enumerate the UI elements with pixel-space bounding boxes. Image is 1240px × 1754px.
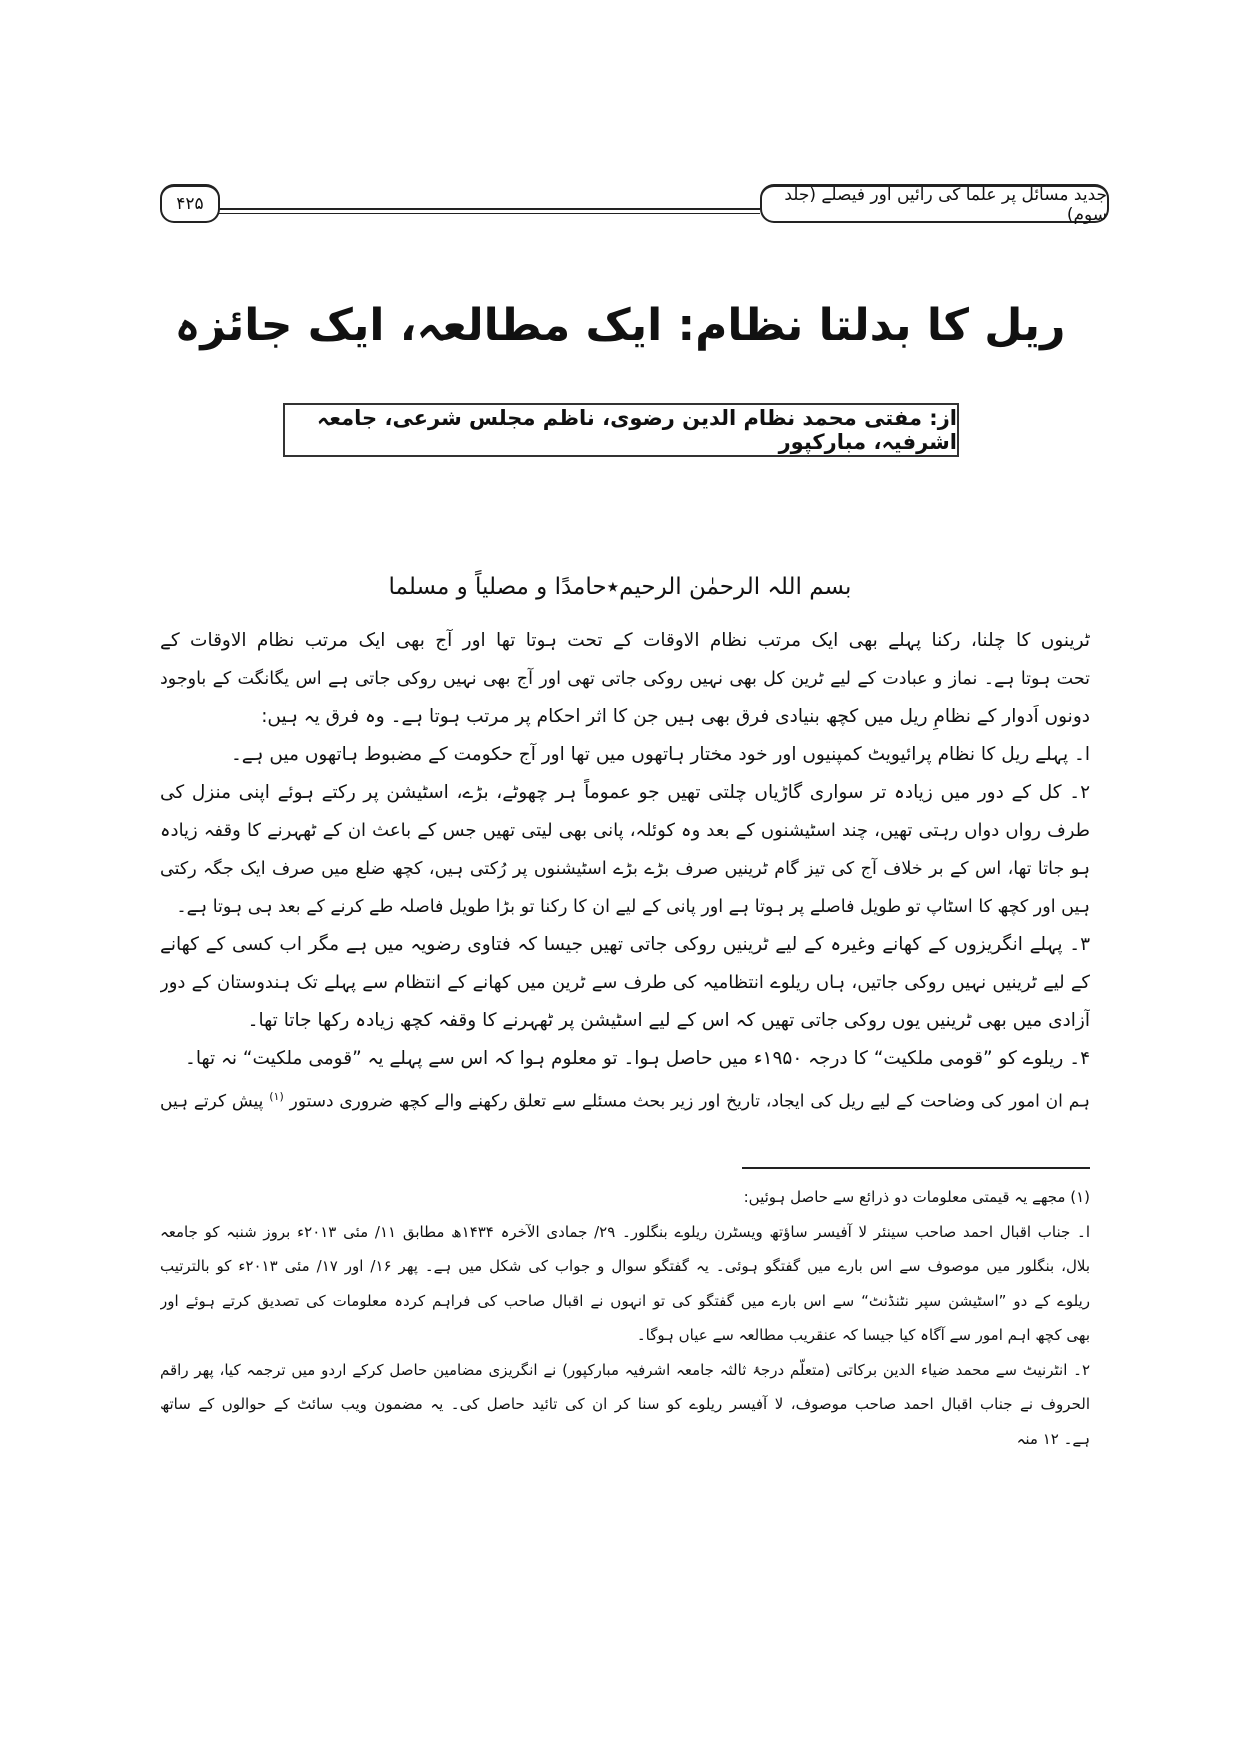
body-line: طرف رواں دواں رہتی تھیں، چند اسٹیشنوں کے بعد وہ کوئلہ، پانی بھی لیتی تھیں جس کے باعث ان کے ٹھہرنے کا وقفہ زیادہ [160,820,1090,841]
body-line-text: ہم ان امور کی وضاحت کے لیے ریل کی ایجاد، تاریخ اور زیر بحث مسئلے سے تعلق رکھنے والے کچھ ضروری دستور [289,1091,1090,1112]
body-line: آزادی میں بھی ٹرینیں یوں روکی جاتی تھیں کہ اس کے لیے اسٹیشن پر ٹھہرنے کا وقفہ کچھ زیادہ رکھا جاتا تھا۔ [247,1010,1090,1031]
footnote-line: بلال، بنگلور میں موصوف سے اس بارے میں گفتگو ہوئی۔ یہ گفتگو سوال و جواب کی شکل میں ہے۔ پھر ۱۶/ اور ۱۷/ مئی ۲۰۱۳ء کو بالترتیب [160,1257,1090,1275]
body-line: ہو جاتا تھا، اس کے بر خلاف آج کی تیز گام ٹرینیں صرف بڑے بڑے اسٹیشنوں پر رُکتی ہیں، کچھ ضلع میں صرف ایک جگہ رکتی [160,859,1090,879]
article-body [160,622,1090,1116]
bismillah: بسم اللہ الرحمٰن الرحیم٭حامدًا و مصلیاً و مسلما [388,574,852,600]
footnote-line: الحروف نے جناب اقبال احمد صاحب موصوف، لا آفیسر ریلوے کو سنا کر ان کی تائید حاصل کی۔ یہ مضمون ویب سائٹ کے حوالوں کے ساتھ [160,1395,1090,1413]
footnote-divider [742,1167,1090,1169]
author-byline [283,403,959,457]
body-line: ٹرینوں کا چلنا، رکنا پہلے بھی ایک مرتب نظام الاوقات کے تحت ہوتا تھا اور آج بھی ایک مرتب نظام الاوقات کے [160,630,1090,651]
article-title: ریل کا بدلتا نظام: ایک مطالعہ، ایک جائزہ [174,300,1066,351]
footnote-line: بھی کچھ اہم امور سے آگاہ کیا جیسا کہ عنقریب مطالعہ سے عیاں ہوگا۔ [636,1326,1090,1344]
footnotes [160,1180,1090,1456]
body-line: کے لیے ٹرینیں نہیں روکی جاتیں، ہاں ریلوے انتظامیہ کی طرف سے ٹرین میں کھانے کے انتظام سے پہلے تک ہندوستان کے دور [160,972,1090,993]
footnote-line: ۲۔ انٹرنیٹ سے محمد ضیاء الدین برکاتی (متعلّم درجۂ ثالثہ جامعہ اشرفیہ مبارکپور) نے انگریزی مضامین حاصل کرکے اردو میں ترجمہ کیا، پھر راقم [160,1360,1090,1379]
footnote-line: ریلوے کے دو ”اسٹیشن سپر نٹنڈنٹ“ سے اس بارے میں گفتگو کی تو انہوں نے اقبال صاحب کی فراہم کردہ معلومات کی تصدیق کرتے ہوئے اور [160,1291,1090,1310]
body-line: ۳۔ پہلے انگریزوں کے کھانے وغیرہ کے لیے ٹرینیں روکی جاتی تھیں جیسا کہ فتاوی رضویہ میں ہے مگر اب کسی کے کھانے [160,934,1090,955]
body-line: تحت ہوتا ہے۔ نماز و عبادت کے لیے ٹرین کل بھی نہیں روکی جاتی تھی اور آج بھی نہیں روکی جاتی ہے اس یگانگت کے باوجود [160,669,1090,689]
footnote-line: ا۔ جناب اقبال احمد صاحب سینئر لا آفیسر ساؤتھ ویسٹرن ریلوے بنگلور۔ ۲۹/ جمادی الآخرہ ۱۴۳۴ھ مطابق ۱۱/ مئی ۲۰۱۳ء بروز شنبہ کو جامعہ [160,1222,1090,1241]
body-line: دونوں اَدوار کے نظامِ ریل میں کچھ بنیادی فرق بھی ہیں جن کا اثر احکام پر مرتب ہوتا ہے۔ وہ فرق یہ ہیں: [261,706,1090,727]
body-line: ۲۔ کل کے دور میں زیادہ تر سواری گاڑیاں چلتی تھیں جو عموماً ہر چھوٹے، بڑے، اسٹیشن پر رکتے ہوئے اپنی منزل کی [160,782,1090,803]
running-header-title: جدید مسائل پر علما کی رائیں اور فیصلے (جلد سوم) [760,184,1109,223]
body-line [160,1078,1090,1116]
footnote-line: (۱) مجھے یہ قیمتی معلومات دو ذرائع سے حاصل ہوئیں: [743,1188,1090,1206]
footnote-line: ہے۔ ۱۲ منہ [1016,1429,1090,1448]
header-divider [218,208,760,214]
body-line: ا۔ پہلے ریل کا نظام پرائیویٹ کمپنیوں اور خود مختار ہاتھوں میں تھا اور آج حکومت کے مضبوط ہاتھوں میں ہے۔ [230,744,1090,765]
body-line: ۴۔ ریلوے کو ”قومی ملکیت“ کا درجہ ۱۹۵۰ء میں حاصل ہوا۔ تو معلوم ہوا کہ اس سے پہلے یہ ”قومی ملکیت“ نہ تھا۔ [184,1048,1090,1069]
byline-text: از: مفتی محمد نظام الدین رضوی، ناظم مجلس شرعی، جامعہ اشرفیہ، مبارکپور [316,406,957,454]
page-number: ۴۲۵ [160,184,220,223]
body-line-tail: پیش کرتے ہیں [160,1091,264,1112]
footnote-ref[interactable]: (۱) [269,1090,284,1103]
body-line: ہیں اور کچھ کا اسٹاپ تو طویل فاصلے پر ہوتا ہے اور پانی کے لیے ان کا رکنا تو بڑا طویل فاصلہ طے کرنے کے بعد ہی ہوتا ہے۔ [176,897,1090,917]
